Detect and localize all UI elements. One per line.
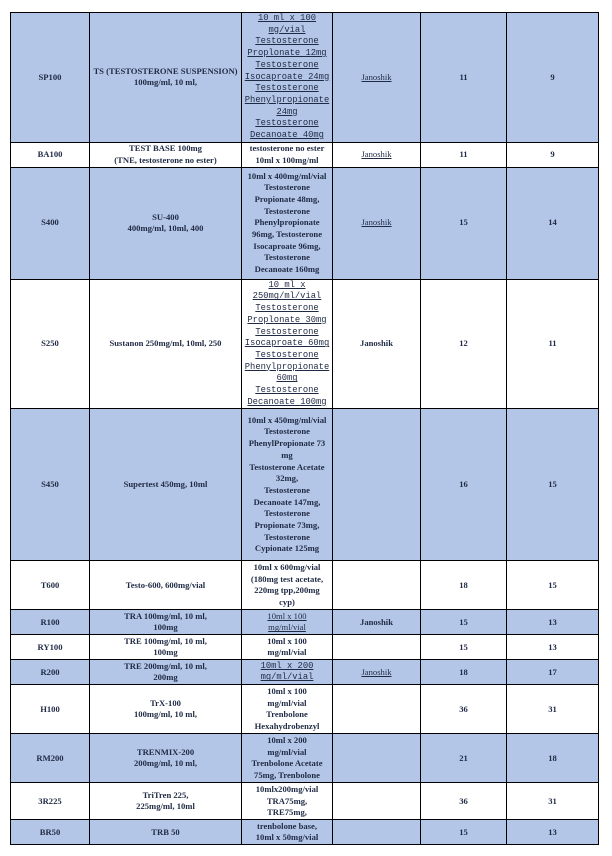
table-row bbox=[11, 660, 599, 685]
cell-line: 200mg bbox=[153, 672, 178, 683]
cell-line: Testosterone bbox=[264, 252, 310, 263]
price-2: 14 bbox=[507, 167, 599, 279]
product-code: BA100 bbox=[11, 142, 90, 167]
cell-line: 10ml x 450mg/ml/vial bbox=[247, 414, 327, 425]
cell-line: Isocaproate 24mg bbox=[244, 71, 330, 82]
table-row bbox=[11, 610, 599, 635]
cell-line: Phenylpropionate bbox=[254, 217, 320, 228]
cell-line: Trenbolone Acetate bbox=[251, 758, 323, 769]
product-description[interactable] bbox=[242, 610, 333, 635]
supplier-link[interactable]: Janoshik bbox=[361, 148, 392, 159]
cell-line: 10ml x 100 bbox=[267, 635, 307, 646]
table-row bbox=[11, 783, 599, 820]
product-name bbox=[90, 635, 242, 660]
cell-line: Proplonate 12mg bbox=[247, 48, 327, 59]
cell-line: Testosterone bbox=[255, 36, 319, 47]
supplier-cell bbox=[333, 734, 421, 783]
price-1: 15 bbox=[421, 820, 507, 845]
cell-line: cyp) bbox=[279, 597, 295, 608]
cell-line: 225mg/ml, 10ml bbox=[136, 801, 195, 812]
cell-line: Sustanon 250mg/ml, 10ml, 250 bbox=[109, 338, 222, 349]
price-2: 15 bbox=[507, 409, 599, 561]
product-code: S450 bbox=[11, 409, 90, 561]
cell-line: Testosterone bbox=[255, 59, 319, 70]
product-code: T600 bbox=[11, 561, 90, 610]
cell-line: Testosterone bbox=[255, 303, 319, 314]
product-description[interactable] bbox=[242, 279, 333, 409]
cell-line: 10 ml x bbox=[268, 279, 306, 290]
price-1: 36 bbox=[421, 685, 507, 734]
product-description bbox=[242, 409, 333, 561]
product-name bbox=[90, 409, 242, 561]
cell-line: Decanoate 40mg bbox=[250, 130, 324, 141]
cell-line: Testosterone bbox=[264, 182, 310, 193]
product-description bbox=[242, 561, 333, 610]
table-row bbox=[11, 820, 599, 845]
price-2: 31 bbox=[507, 783, 599, 820]
price-1: 12 bbox=[421, 279, 507, 409]
cell-line: 60mg bbox=[276, 373, 298, 384]
supplier-link[interactable]: Janoshik bbox=[361, 666, 392, 677]
price-2: 13 bbox=[507, 820, 599, 845]
cell-line: 10mlx200mg/vial bbox=[255, 783, 319, 794]
price-2: 13 bbox=[507, 610, 599, 635]
supplier-label: Janoshik bbox=[360, 338, 393, 349]
product-code: R100 bbox=[11, 610, 90, 635]
cell-line: TriTren 225, bbox=[142, 789, 189, 800]
cell-line: Testosterone bbox=[264, 531, 310, 542]
cell-line: 10ml x 100 bbox=[267, 610, 307, 621]
cell-line: 10ml x 200 bbox=[267, 735, 307, 746]
cell-line: Isocaproate 60mg bbox=[244, 338, 330, 349]
supplier-label: Janoshik bbox=[360, 616, 393, 627]
price-1: 15 bbox=[421, 635, 507, 660]
supplier-cell bbox=[333, 561, 421, 610]
cell-line: TRENMIX-200 bbox=[136, 746, 195, 757]
product-name bbox=[90, 167, 242, 279]
product-code: R200 bbox=[11, 660, 90, 685]
cell-line: mg/ml/vial bbox=[268, 622, 306, 633]
price-1: 11 bbox=[421, 13, 507, 143]
cell-line: Decanoate 100mg bbox=[247, 396, 327, 407]
product-name bbox=[90, 734, 242, 783]
cell-line: 10 ml x 100 bbox=[257, 13, 317, 23]
cell-line: TRA75mg, bbox=[266, 795, 308, 806]
product-code: H100 bbox=[11, 685, 90, 734]
table-row bbox=[11, 635, 599, 660]
price-1: 18 bbox=[421, 660, 507, 685]
product-code: SP100 bbox=[11, 13, 90, 143]
price-2: 18 bbox=[507, 734, 599, 783]
table-row bbox=[11, 142, 599, 167]
price-2: 31 bbox=[507, 685, 599, 734]
supplier-cell bbox=[333, 820, 421, 845]
cell-line: 24mg bbox=[276, 106, 298, 117]
cell-line: PhenylPropionate 73 bbox=[248, 438, 326, 449]
cell-line: Testosterone bbox=[264, 508, 310, 519]
price-1: 15 bbox=[421, 610, 507, 635]
product-description[interactable] bbox=[242, 13, 333, 143]
product-description bbox=[242, 142, 333, 167]
cell-line: Trenbolone bbox=[266, 709, 308, 720]
supplier-cell bbox=[333, 635, 421, 660]
cell-line: Isocaproate 96mg, bbox=[253, 240, 321, 251]
supplier-cell bbox=[333, 783, 421, 820]
cell-line: 10ml x 400mg/ml/vial bbox=[247, 170, 327, 181]
product-name bbox=[90, 820, 242, 845]
cell-line: Propionate 48mg, bbox=[254, 193, 320, 204]
cell-line: 400mg/ml, 10ml, 400 bbox=[127, 223, 204, 234]
table-row bbox=[11, 734, 599, 783]
table-row bbox=[11, 279, 599, 409]
cell-line: 100mg bbox=[153, 622, 178, 633]
cell-line: TRE 100mg/ml, 10 ml, bbox=[124, 635, 207, 646]
cell-line: Hexahydrobenzyl bbox=[254, 721, 320, 732]
price-1: 36 bbox=[421, 783, 507, 820]
cell-line: 220mg tpp,200mg bbox=[254, 585, 320, 596]
cell-line: 10ml x 600mg/vial bbox=[253, 562, 321, 573]
cell-line: Supertest 450mg, 10ml bbox=[123, 479, 208, 490]
product-name bbox=[90, 610, 242, 635]
cell-line: TS (TESTOSTERONE SUSPENSION) bbox=[93, 65, 238, 76]
product-description bbox=[242, 734, 333, 783]
product-name bbox=[90, 13, 242, 143]
product-name bbox=[90, 279, 242, 409]
product-code: RM200 bbox=[11, 734, 90, 783]
product-name bbox=[90, 783, 242, 820]
price-2: 17 bbox=[507, 660, 599, 685]
cell-line: TRA 100mg/ml, 10 ml, bbox=[124, 610, 207, 621]
cell-line: Testosterone bbox=[255, 118, 319, 129]
product-code: S250 bbox=[11, 279, 90, 409]
cell-line: (TNE, testosterone no ester) bbox=[114, 154, 217, 165]
cell-line: Testosterone bbox=[264, 426, 310, 437]
price-1: 16 bbox=[421, 409, 507, 561]
product-name bbox=[90, 685, 242, 734]
cell-line: TEST BASE 100mg bbox=[129, 143, 202, 154]
table-row bbox=[11, 685, 599, 734]
cell-line: mg bbox=[281, 449, 293, 460]
supplier-link[interactable]: Janoshik bbox=[361, 217, 392, 228]
product-description bbox=[242, 783, 333, 820]
cell-line: Proplonate 30mg bbox=[247, 314, 327, 325]
supplier-cell bbox=[333, 685, 421, 734]
cell-line: mg/ml/vial bbox=[260, 672, 314, 683]
cell-line: 10ml x 50mg/vial bbox=[255, 832, 319, 843]
supplier-link[interactable]: Janoshik bbox=[361, 71, 392, 82]
cell-line: Cypionate 125mg bbox=[254, 543, 320, 554]
product-code: RY100 bbox=[11, 635, 90, 660]
price-1: 11 bbox=[421, 142, 507, 167]
cell-line: TRE 200mg/ml, 10 ml, bbox=[124, 660, 207, 671]
cell-line: 10ml x 100 bbox=[267, 686, 307, 697]
cell-line: SU-400 bbox=[152, 211, 179, 222]
cell-line: Testosterone bbox=[264, 205, 310, 216]
price-2: 15 bbox=[507, 561, 599, 610]
product-name bbox=[90, 561, 242, 610]
cell-line: 96mg, Testosterone bbox=[251, 229, 323, 240]
table-row bbox=[11, 561, 599, 610]
price-2: 13 bbox=[507, 635, 599, 660]
cell-line: mg/vial bbox=[268, 24, 306, 35]
cell-line: trenbolone base, bbox=[256, 820, 317, 831]
supplier-cell bbox=[333, 279, 421, 409]
cell-line: 100mg/ml, 10 ml, bbox=[133, 709, 197, 720]
cell-line: 250mg/ml/vial bbox=[252, 291, 322, 302]
cell-line: Testosterone bbox=[255, 349, 319, 360]
product-description bbox=[242, 820, 333, 845]
table-row bbox=[11, 13, 599, 143]
product-description bbox=[242, 635, 333, 660]
price-1: 21 bbox=[421, 734, 507, 783]
supplier-cell[interactable] bbox=[333, 13, 421, 143]
cell-line: Testosterone bbox=[255, 83, 319, 94]
cell-line: mg/ml/vial bbox=[267, 697, 307, 708]
product-code: S400 bbox=[11, 167, 90, 279]
cell-line: Phenylpropionate bbox=[244, 361, 330, 372]
table-row bbox=[11, 409, 599, 561]
cell-line: 10ml x 200 bbox=[260, 660, 314, 671]
cell-line: Testosterone bbox=[264, 484, 310, 495]
cell-line: Testosterone Acetate bbox=[249, 461, 325, 472]
cell-line: Phenylpropionate bbox=[244, 94, 330, 105]
price-2: 9 bbox=[507, 142, 599, 167]
cell-line: mg/ml/vial bbox=[267, 746, 307, 757]
price-2: 11 bbox=[507, 279, 599, 409]
cell-line: Decanoate 160mg bbox=[254, 264, 320, 275]
cell-line: 100mg/ml, 10 ml, bbox=[133, 77, 197, 88]
cell-line: 10ml x 100mg/ml bbox=[255, 154, 319, 165]
cell-line: Testosterone bbox=[255, 326, 319, 337]
product-description bbox=[242, 685, 333, 734]
cell-line: mg/ml/vial bbox=[267, 647, 307, 658]
table-row bbox=[11, 167, 599, 279]
cell-line: TRB 50 bbox=[151, 826, 180, 837]
cell-line: Testo-600, 600mg/vial bbox=[125, 579, 206, 590]
cell-line: 200mg/ml, 10 ml, bbox=[133, 758, 197, 769]
price-1: 18 bbox=[421, 561, 507, 610]
cell-line: 32mg, bbox=[275, 473, 299, 484]
supplier-cell[interactable] bbox=[333, 142, 421, 167]
cell-line: 75mg, Trenbolone bbox=[254, 770, 320, 781]
cell-line: Testosterone bbox=[255, 385, 319, 396]
cell-line: TRE75mg, bbox=[267, 807, 307, 818]
product-name bbox=[90, 660, 242, 685]
supplier-cell bbox=[333, 409, 421, 561]
product-code: 3R225 bbox=[11, 783, 90, 820]
product-name bbox=[90, 142, 242, 167]
product-table bbox=[10, 12, 599, 845]
supplier-cell bbox=[333, 610, 421, 635]
cell-line: Propionate 73mg, bbox=[254, 520, 320, 531]
supplier-cell[interactable] bbox=[333, 167, 421, 279]
product-description[interactable] bbox=[242, 660, 333, 685]
supplier-cell[interactable] bbox=[333, 660, 421, 685]
cell-line: Decanoate 147mg, bbox=[253, 496, 321, 507]
price-1: 15 bbox=[421, 167, 507, 279]
product-code: BR50 bbox=[11, 820, 90, 845]
cell-line: testosterone no ester bbox=[249, 143, 325, 154]
cell-line: (180mg test acetate, bbox=[250, 573, 324, 584]
product-description bbox=[242, 167, 333, 279]
cell-line: 100mg bbox=[153, 647, 178, 658]
cell-line: TrX-100 bbox=[150, 697, 181, 708]
price-2: 9 bbox=[507, 13, 599, 143]
